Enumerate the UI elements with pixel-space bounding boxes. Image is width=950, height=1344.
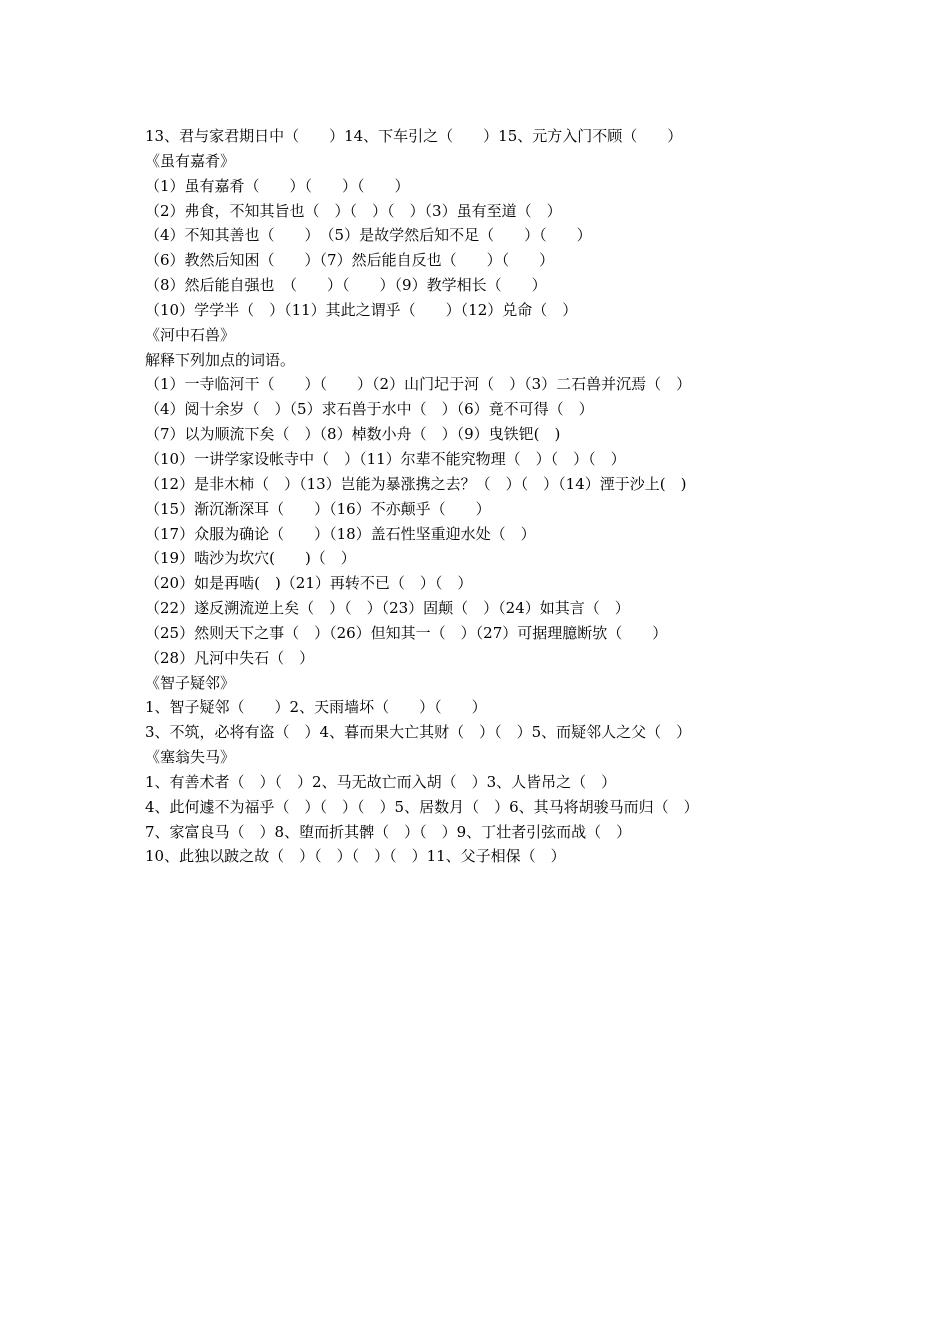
text-line-4: （2）弗食，不知其旨也（ ）（ ）（ ）（3）虽有至道（ ）	[145, 201, 562, 220]
text-line-11: （1）一寺临河干（ ）（ ）（2）山门圮于河（ ）（3）二石兽并沉焉（ ）	[145, 375, 692, 394]
text-line-20: （22）遂反溯流逆上矣（ ）（ ）（23）固颠（ ）（24）如其言（ ）	[145, 599, 630, 618]
section-title-hezhongshishou: 《河中石兽》	[145, 325, 236, 344]
text-line-7: （8）然后能自强也 （ ）（ ）（9）教学相长（ ）	[145, 276, 547, 295]
text-line-12: （4）阅十余岁（ ）（5）求石兽于水中（ ）（6）竟不可得（ ）	[145, 400, 594, 419]
text-line-28: 4、此何遽不为福乎（ ）（ ）（ ）5、居数月（ ）6、其马将胡骏马而归（ ）	[145, 797, 699, 816]
text-line-19: （20）如是再啮( )（21）再转不已（ ）（ ）	[145, 574, 473, 593]
text-line-25: 3、不筑，必将有盗（ ）4、暮而果大亡其财（ ）（ ）5、而疑邻人之父（ ）	[145, 723, 692, 742]
text-line-3: （1）虽有嘉肴（ ）（ ）（ ）	[145, 176, 410, 195]
document-page	[145, 124, 845, 869]
text-line-1: 13、君与家君期日中（ ）14、下车引之（ ）15、元方入门不顾（ ）	[145, 127, 683, 145]
instruction-line: 解释下列加点的词语。	[145, 350, 296, 369]
text-line-13: （7）以为顺流下矣（ ）（8）棹数小舟（ ）（9）曳铁钯( )	[145, 425, 561, 444]
text-line-24: 1、智子疑邻（ ）2、天雨墙坏（ ）（ ）	[145, 698, 487, 717]
text-line-30: 10、此独以跛之故（ ）（ ）（ ）（ ）11、父子相保（ ）	[145, 847, 566, 866]
text-line-5: （4）不知其善也（ ） （5）是故学然后知不足（ ）（ ）	[145, 226, 592, 245]
text-line-22: （28）凡河中失石（ ）	[145, 648, 315, 667]
section-title-suiyoujiayao: 《虽有嘉肴》	[145, 151, 236, 170]
text-line-18: （19）啮沙为坎穴( )（ ）	[145, 549, 356, 568]
text-line-14: （10）一讲学家设帐寺中（ ）（11）尔辈不能究物理（ ）（ ）（ ）	[145, 449, 626, 468]
text-line-8: （10）学学半（ ）（11）其此之谓乎（ ）（12）兑命（ ）	[145, 300, 578, 319]
text-line-27: 1、有善术者（ ）（ ）2、马无故亡而入胡（ ）3、人皆吊之（ ）	[145, 772, 617, 791]
text-line-29: 7、家富良马（ ）8、堕而折其髀（ ）（ ）9、丁壮者引弦而战（ ）	[145, 822, 632, 841]
text-line-6: （6）教然后知困（ ）（7）然后能自反也（ ）（ ）	[145, 251, 555, 270]
text-line-16: （15）渐沉渐深耳（ ）（16）不亦颠乎（ ）	[145, 499, 491, 518]
text-line-15: （12）是非木柿（ ）（13）岂能为暴涨携之去？（ ）（ ）（14）湮于沙上( )	[145, 474, 687, 493]
text-line-17: （17）众服为确论（ ）（18）盖石性坚重迎水处（ ）	[145, 524, 536, 543]
section-title-saiwengshima: 《塞翁失马》	[145, 748, 236, 767]
section-title-zhiziyilin: 《智子疑邻》	[145, 673, 236, 692]
text-line-21: （25）然则天下之事（ ）（26）但知其一（ ）（27）可据理臆断欤（ ）	[145, 623, 668, 642]
